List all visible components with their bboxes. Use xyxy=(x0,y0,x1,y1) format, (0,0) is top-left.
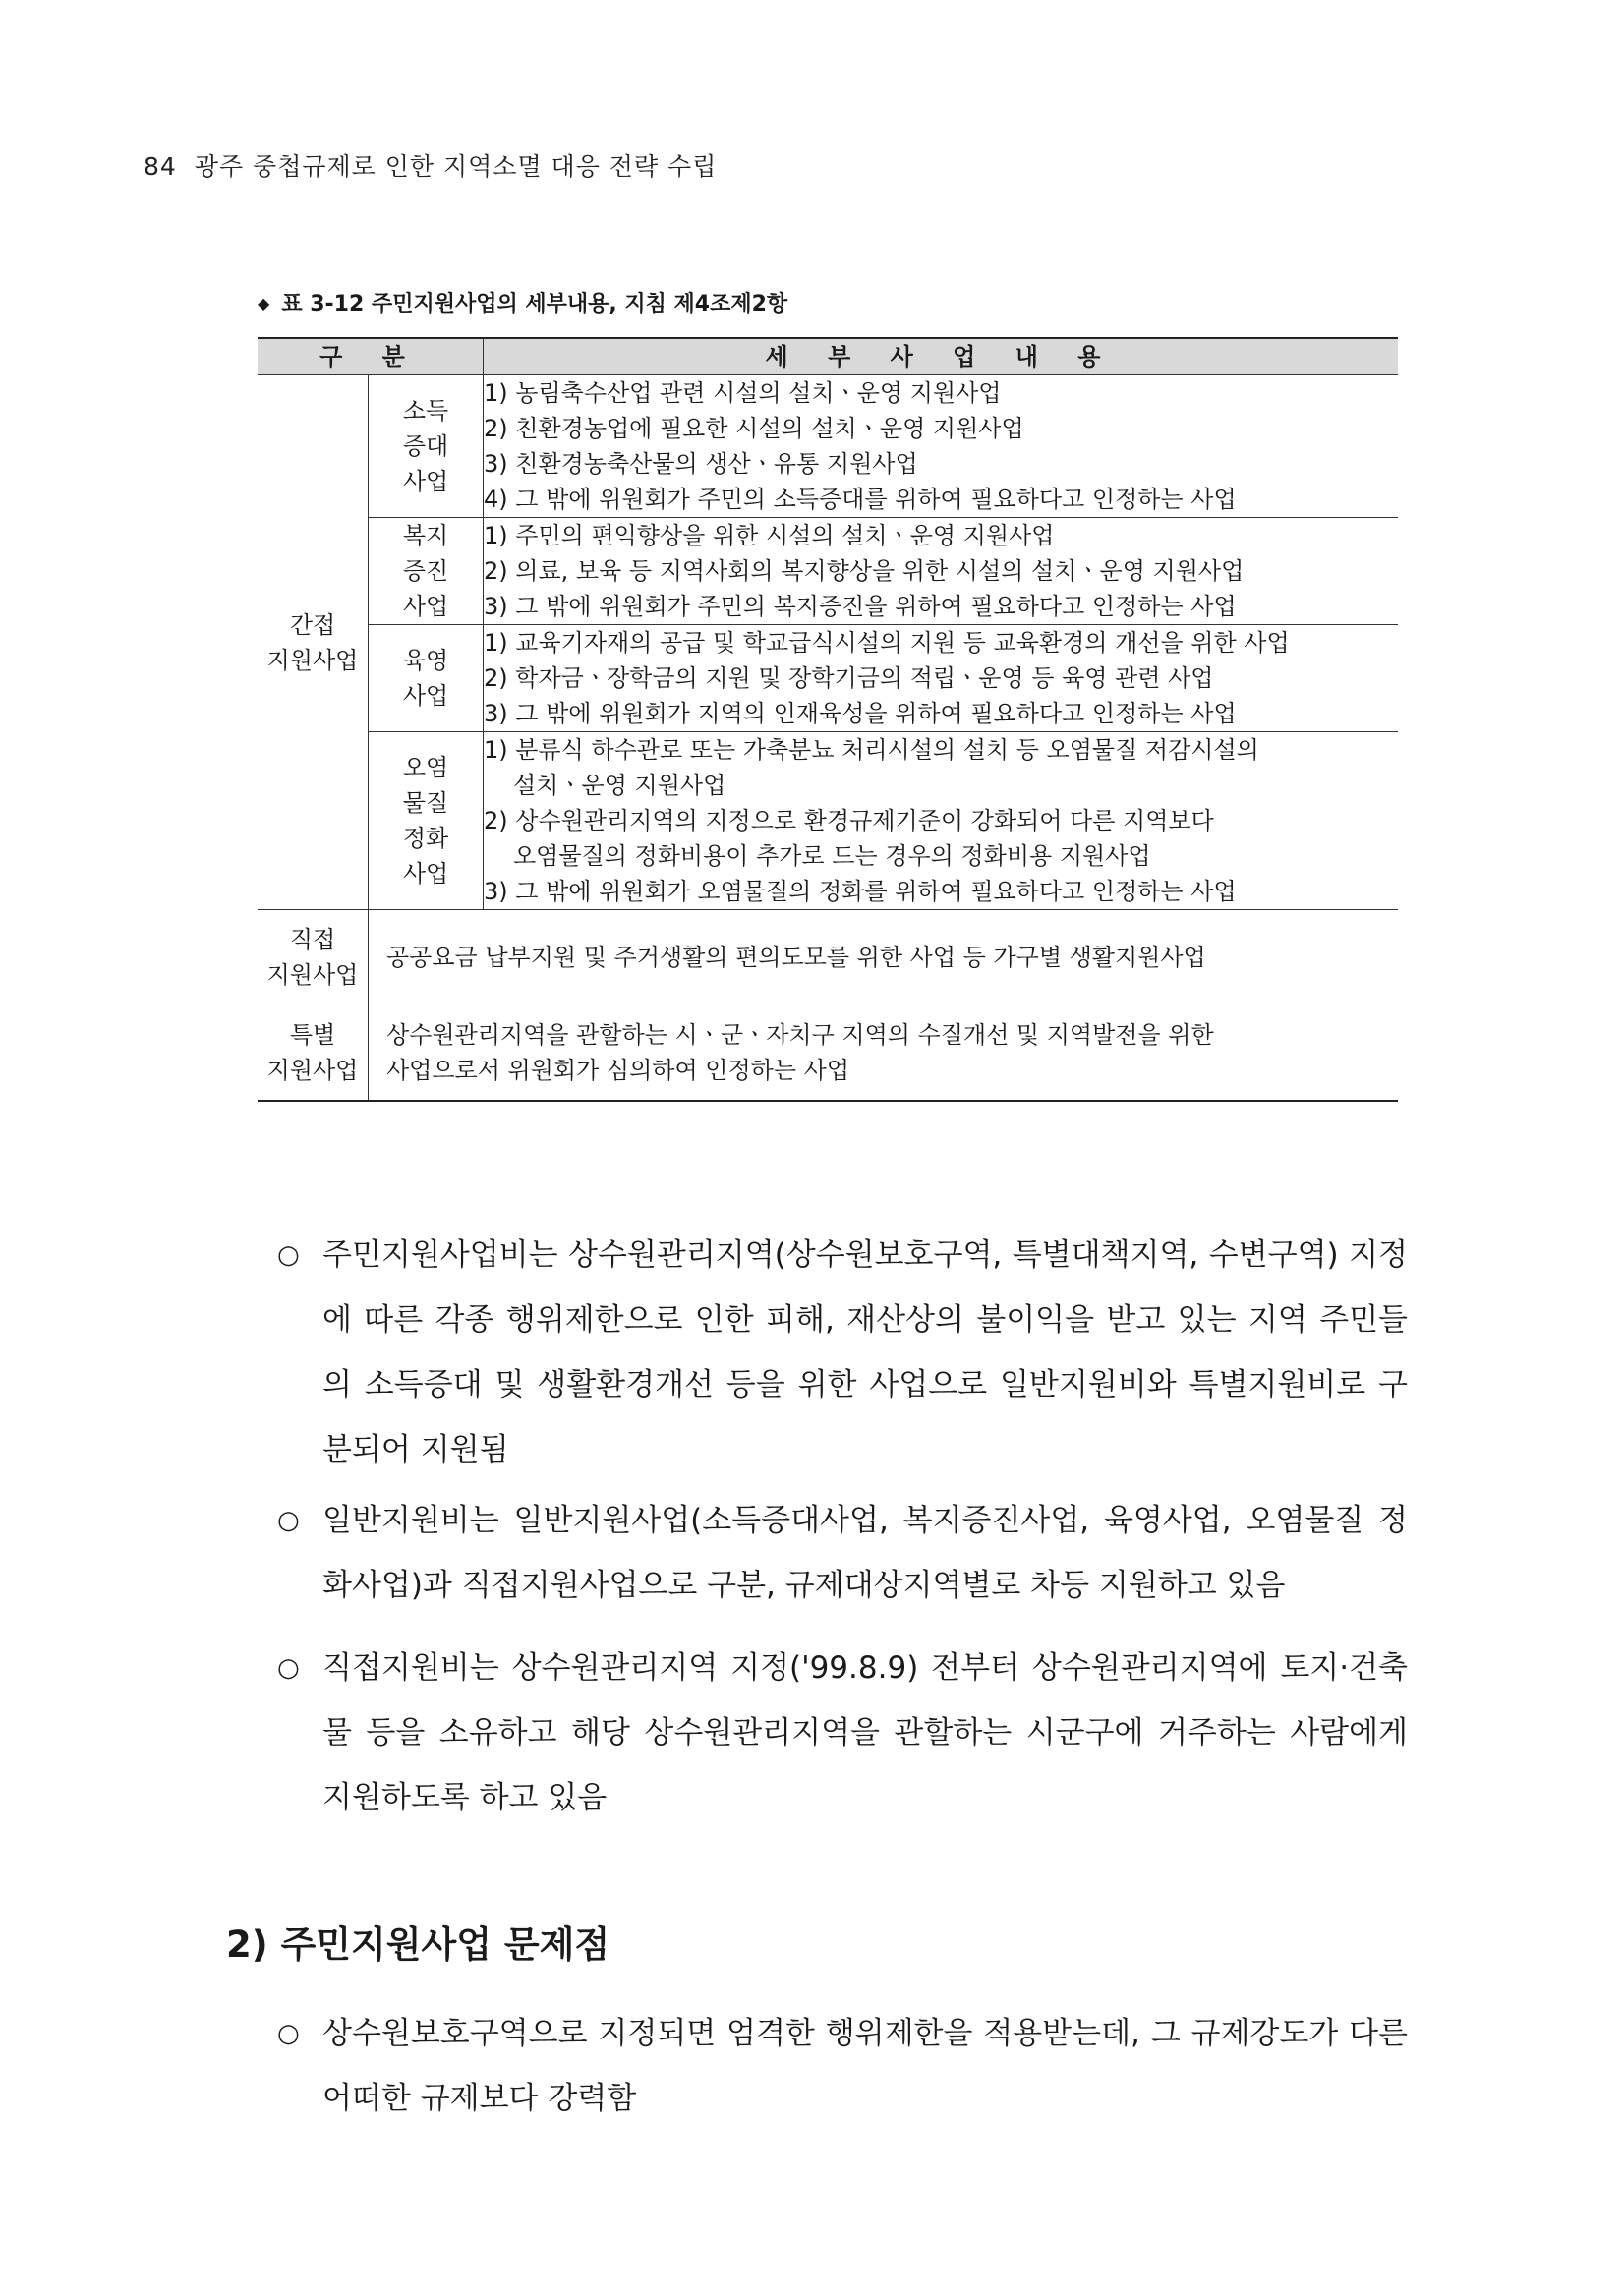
bullet-text: 주민지원사업비는 상수원관리지역(상수원보호구역, 특별대책지역, 수변구역) 지정에 따른 각종 행위제한으로 인한 피해, 재산상의 불이익을 받고 있는 지역 주민들의 소득증대 및 생활환경개선 등을 위한 사업으로 일반지원비와 특별지원비로 구분되어 지원됨 xyxy=(322,1237,1408,1467)
special-line-1: 상수원관리지역을 관할하는 시ㆍ군ㆍ자치구 지역의 수질개선 및 지역발전을 위한 xyxy=(386,1021,1214,1049)
list-item-continuation: 설치ㆍ운영 지원사업 xyxy=(513,772,726,799)
list-item: 3) 그 밖에 위원회가 주민의 복지증진을 위하여 필요하다고 인정하는 사업 xyxy=(484,593,1237,620)
list-item: 2) 친환경농업에 필요한 시설의 설치ㆍ운영 지원사업 xyxy=(484,415,1024,442)
direct-content: 공공요금 납부지원 및 주거생활의 편의도모를 위한 사업 등 가구별 생활지원사업 xyxy=(369,910,1399,1005)
bullet-paragraph-2 xyxy=(277,1488,1408,1618)
list-item: 2) 학자금ㆍ장학금의 지원 및 장학기금의 적립ㆍ운영 등 육영 관련 사업 xyxy=(484,664,1214,692)
col-header-category: 구 분 xyxy=(258,338,484,375)
page-number: 84 xyxy=(144,152,177,181)
subcategory-welfare: 복지 증진 사업 xyxy=(369,518,484,625)
list-item: 1) 주민의 편익향상을 위한 시설의 설치ㆍ운영 지원사업 xyxy=(484,522,1055,549)
list-item: 1) 농림축수산업 관련 시설의 설치ㆍ운영 지원사업 xyxy=(484,379,1002,407)
list-item-continuation: 오염물질의 정화비용이 추가로 드는 경우의 정화비용 지원사업 xyxy=(513,842,1151,870)
bullet-paragraph-3 xyxy=(277,1636,1408,1830)
subcategory-education: 육영 사업 xyxy=(369,625,484,732)
circle-bullet-icon: ○ xyxy=(277,1653,300,1683)
special-content xyxy=(369,1005,1399,1102)
category-indirect: 간접 지원사업 xyxy=(258,375,369,910)
support-program-table xyxy=(258,337,1398,1102)
category-direct: 직접 지원사업 xyxy=(258,910,369,1005)
table-row xyxy=(258,375,1398,518)
subcategory-pollution: 오염 물질 정화 사업 xyxy=(369,732,484,910)
list-item: 3) 친환경농축산물의 생산ㆍ유통 지원사업 xyxy=(484,450,918,478)
table-row xyxy=(258,910,1398,1005)
caption-text: 표 3-12 주민지원사업의 세부내용, 지침 제4조제2항 xyxy=(281,292,788,316)
income-items xyxy=(484,375,1399,518)
bullet-paragraph-4 xyxy=(277,2001,1408,2131)
table-header-row xyxy=(258,338,1398,375)
section-heading: 2) 주민지원사업 문제점 xyxy=(226,1923,610,1966)
list-item: 4) 그 밖에 위원회가 주민의 소득증대를 위하여 필요하다고 인정하는 사업 xyxy=(484,486,1237,513)
welfare-items xyxy=(484,518,1399,625)
bullet-text: 일반지원비는 일반지원사업(소득증대사업, 복지증진사업, 육영사업, 오염물질 정화사업)과 직접지원사업으로 구분, 규제대상지역별로 차등 지원하고 있음 xyxy=(322,1503,1408,1603)
subcategory-income: 소득 증대 사업 xyxy=(369,375,484,518)
list-item: 1) 분류식 하수관로 또는 가축분뇨 처리시설의 설치 등 오염물질 저감시설의 xyxy=(484,736,1259,764)
table-row xyxy=(258,625,1398,732)
list-item: 3) 그 밖에 위원회가 지역의 인재육성을 위하여 필요하다고 인정하는 사업 xyxy=(484,700,1237,727)
education-items xyxy=(484,625,1399,732)
circle-bullet-icon: ○ xyxy=(277,1240,300,1270)
table-caption xyxy=(258,287,787,317)
list-item: 2) 의료, 보육 등 지역사회의 복지향상을 위한 시설의 설치ㆍ운영 지원사업 xyxy=(484,557,1245,585)
table-row xyxy=(258,732,1398,910)
diamond-bullet-icon: ◆ xyxy=(258,294,270,313)
bullet-text: 상수원보호구역으로 지정되면 엄격한 행위제한을 적용받는데, 그 규제강도가 다른 어떠한 규제보다 강력함 xyxy=(322,2016,1408,2116)
list-item: 3) 그 밖에 위원회가 오염물질의 정화를 위하여 필요하다고 인정하는 사업 xyxy=(484,878,1237,905)
pollution-items xyxy=(484,732,1399,910)
bullet-text: 직접지원비는 상수원관리지역 지정('99.8.9) 전부터 상수원관리지역에 토지·건축물 등을 소유하고 해당 상수원관리지역을 관할하는 시군구에 거주하는 사람에게 지원하도록 하고 있음 xyxy=(322,1650,1408,1815)
circle-bullet-icon: ○ xyxy=(277,1506,300,1535)
table-row xyxy=(258,1005,1398,1102)
list-item: 2) 상수원관리지역의 지정으로 환경규제기준이 강화되어 다른 지역보다 xyxy=(484,807,1214,834)
category-special: 특별 지원사업 xyxy=(258,1005,369,1102)
special-line-2: 사업으로서 위원회가 심의하여 인정하는 사업 xyxy=(386,1057,850,1084)
table-row xyxy=(258,518,1398,625)
circle-bullet-icon: ○ xyxy=(277,2019,300,2048)
list-item: 1) 교육기자재의 공급 및 학교급식시설의 지원 등 교육환경의 개선을 위한 사업 xyxy=(484,629,1290,657)
running-header xyxy=(144,147,717,183)
bullet-paragraph-1 xyxy=(277,1223,1408,1482)
report-title: 광주 중첩규제로 인한 지역소멸 대응 전략 수립 xyxy=(194,152,718,181)
col-header-details: 세 부 사 업 내 용 xyxy=(484,338,1399,375)
